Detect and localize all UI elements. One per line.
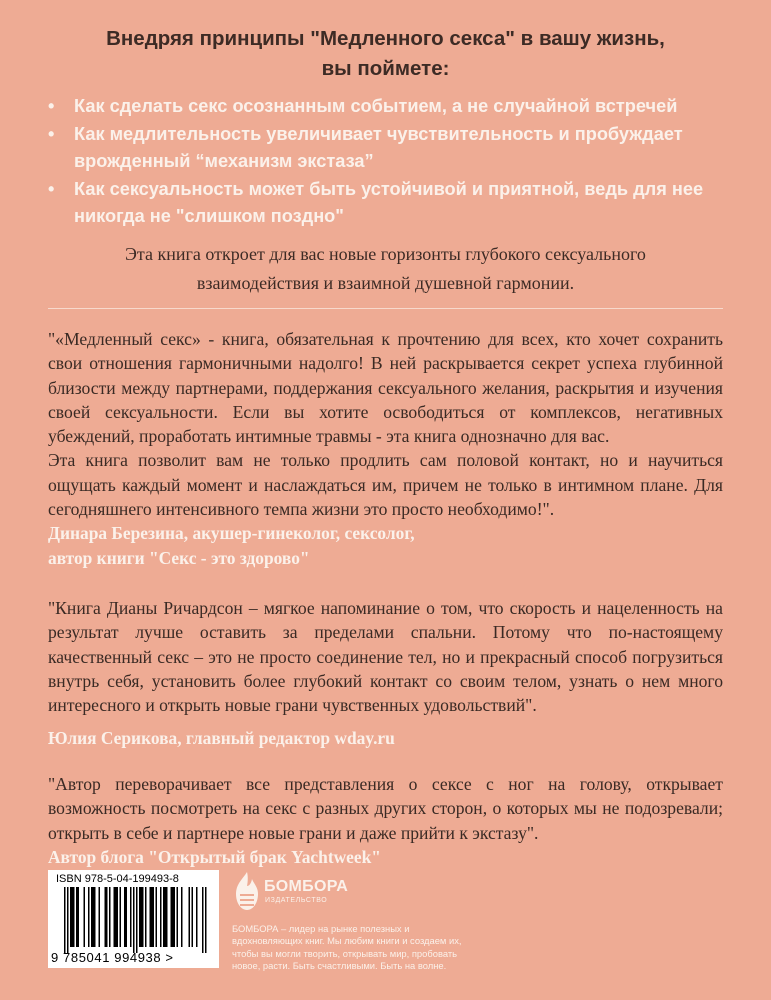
barcode-bar: [163, 887, 165, 947]
barcode-bar: [94, 887, 96, 947]
quote-paragraph: Эта книга позволит вам не только продлить сам половой контакт, но и научиться ощущать каждый момент и наслаждаться им, причем не только в интимном плане. Для сегодняшнего интенсивного темпа жизни это просто необходимо!".: [48, 450, 723, 520]
barcode-bar: [166, 887, 168, 947]
barcode-bar: [91, 887, 93, 947]
barcode-bar: [136, 887, 138, 953]
bullet-icon: •: [48, 178, 55, 199]
back-cover-heading: [40, 24, 731, 84]
quote-paragraph: "«Медленный секс» - книга, обязательная к прочтению для всех, кто хочет сохранить свои отношения гармоничными надолго! В ней раскрывается секрет успеха глубинной близости между партнерами, поддержания сексуального желания, раскрытия и изучения своей сексуальности. Если вы хотите освободиться от комплексов, негативных убеждений, проработать интимные травмы - эта книга однозначно для вас.: [48, 329, 723, 447]
barcode-bar: [192, 887, 194, 947]
barcode-bar: [153, 887, 155, 947]
barcode-bar: [189, 887, 191, 947]
benefit-item: [48, 121, 738, 176]
barcode-bar: [120, 887, 122, 947]
barcode-bar: [160, 887, 162, 947]
barcode-bar: [151, 887, 153, 947]
isbn-number: ISBN 978-5-04-199493-8: [56, 873, 179, 885]
quote-author: Юлия Серикова, главный редактор wday.ru: [48, 728, 395, 749]
barcode-bar: [145, 887, 147, 947]
barcode-bar: [126, 887, 128, 947]
barcode-bar: [177, 887, 179, 947]
quote-author: Динара Березина, акушер-гинеколог, сексолог,: [48, 523, 415, 544]
publisher-blurb: БОМБОРА – лидер на рынке полезных и вдохновляющих книг. Мы любим книги и создаем их, чтобы вы могли творить, открывать мир, пробовать новое, расти. Быть счастливыми. Быть на волне.: [232, 923, 462, 972]
barcode-bar: [105, 887, 107, 947]
barcode-bar: [117, 887, 119, 947]
publisher-subtitle: ИЗДАТЕЛЬСТВО: [265, 897, 328, 904]
quote-author: Автор блога "Открытый брак Yachtweek": [48, 846, 381, 867]
barcode-bar: [114, 887, 116, 947]
barcode-bar: [106, 887, 108, 947]
barcode-bar: [142, 887, 144, 947]
barcode-bar: [156, 887, 158, 947]
barcode-digits: 9 785041 994938 >: [51, 950, 174, 965]
barcode-bar: [205, 887, 207, 953]
intro-text: [60, 240, 711, 298]
barcode-bar: [172, 887, 174, 947]
divider-line: [48, 308, 723, 309]
bullet-icon: •: [48, 123, 55, 144]
barcode-bar: [109, 887, 111, 947]
barcode-bar: [130, 887, 132, 947]
benefit-text: Как сексуальность может быть устойчивой и приятной, ведь для нее никогда не "слишком поздно": [74, 178, 704, 226]
quote-paragraph: "Автор переворачивает все представления о сексе с ног на голову, открывает возможность посмотреть на секс с разных других сторон, о которых мы не подозревали; открыть в себе и партнере новые грани и даже прийти к экстазу".: [48, 774, 723, 843]
review-quote-serikova: [48, 596, 723, 751]
benefit-text: Как сделать секс осознанным событием, а не случайной встречей: [74, 96, 678, 116]
barcode-bar: [78, 887, 80, 947]
barcode-bar: [115, 887, 117, 947]
barcode-bar: [76, 887, 78, 947]
barcode-bar: [141, 887, 143, 947]
barcode-bar: [124, 887, 126, 947]
barcode-bar: [202, 887, 204, 953]
quote-paragraph: "Книга Дианы Ричардсон – мягкое напоминание о том, что скорость и нацеленность на результат лучше оставить за пределами спальни. Потому что по-настоящему качественный секс – это не просто соединение тел, но и прекрасный способ погрузиться внутрь себя, установить более глубокий контакт со своим телом, узнать о нем много интересного и открыть новые грани чувственных удовольствий".: [48, 598, 723, 716]
benefit-text: Как медлительность увеличивает чувствительность и пробуждает врожденный “механизм экстаза”: [74, 123, 683, 171]
barcode-bar: [171, 887, 173, 947]
barcode-bar: [165, 887, 167, 947]
barcode-bar: [150, 887, 152, 947]
publisher-logo: [232, 868, 372, 916]
bullet-icon: •: [48, 96, 55, 116]
barcode-bar: [88, 887, 90, 947]
benefit-item: [48, 176, 738, 231]
bombora-flame-icon: [232, 870, 262, 914]
review-quote-yachtweek: [48, 772, 723, 869]
barcode-bar: [133, 887, 135, 953]
intro-line-2: взаимодействия и взаимной душевной гармонии.: [196, 273, 575, 293]
barcode-bar: [196, 887, 198, 947]
benefits-list: [48, 93, 738, 231]
barcode-bar: [139, 887, 141, 947]
barcode-bar: [64, 887, 66, 953]
intro-line-1: Эта книга откроет для вас новые горизонты глубокого сексуального: [125, 244, 646, 264]
barcode-bar: [181, 887, 183, 947]
barcode-bar: [99, 887, 101, 947]
heading-line-1: Внедряя принципы "Медленного секса" в вашу жизнь,: [106, 27, 665, 50]
review-quote-berezina: [48, 327, 723, 570]
barcode-bar: [72, 887, 74, 947]
barcode-bar: [93, 887, 95, 947]
benefit-item: [48, 93, 738, 121]
barcode-bar: [174, 887, 176, 947]
isbn-barcode: [48, 870, 219, 968]
barcode-bar: [73, 887, 75, 947]
publisher-name: БОМБОРА: [264, 878, 349, 895]
barcode-bar: [70, 887, 72, 947]
heading-line-2: вы поймете:: [321, 57, 450, 80]
barcode-bar: [84, 887, 86, 947]
barcode-bar: [67, 887, 69, 953]
quote-author-credit: автор книги "Секс - это здорово": [48, 547, 310, 568]
